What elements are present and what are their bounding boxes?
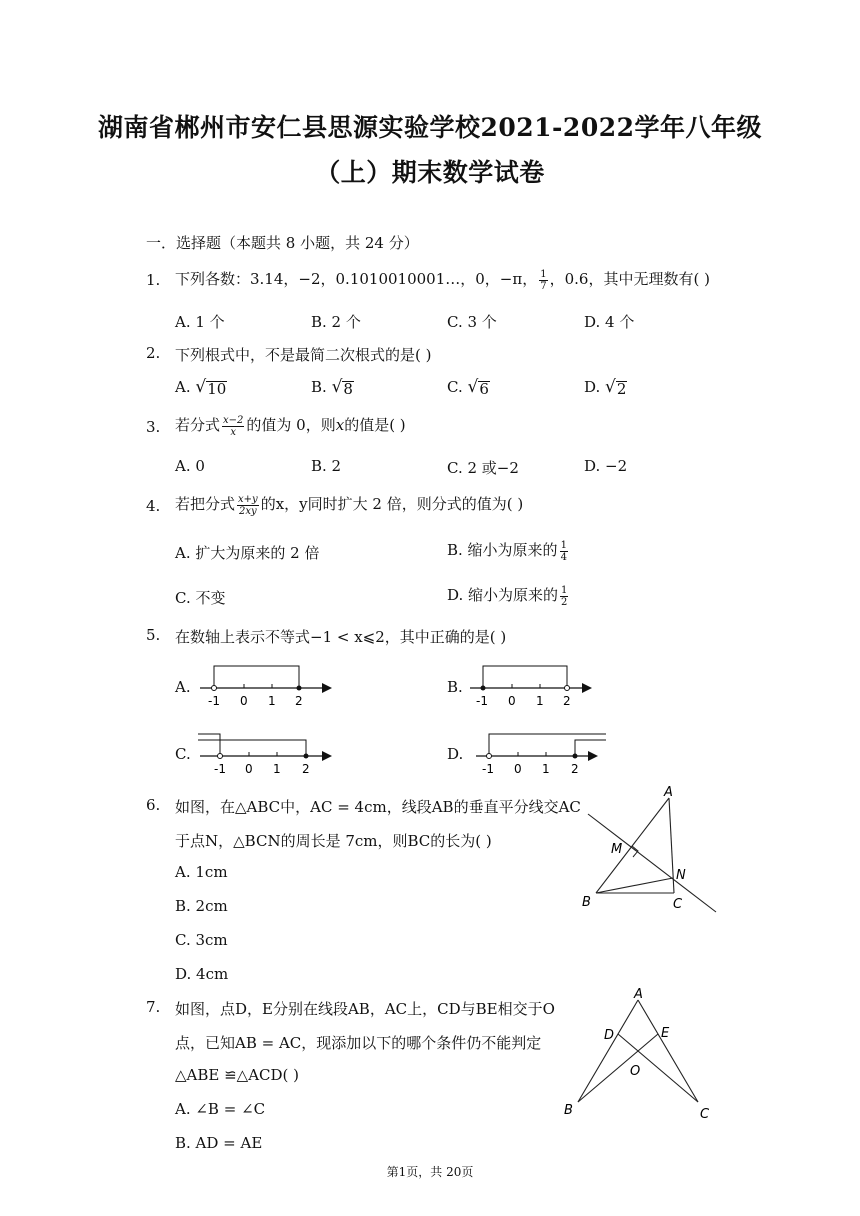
q1-stem	[175, 266, 710, 292]
q2-option-d-sqrt: √ 2	[605, 377, 627, 398]
q4-option-d	[447, 582, 570, 608]
q2-option-b-letter: B.	[311, 378, 327, 396]
q2-option-d-letter: D.	[584, 378, 601, 396]
q6-label-m: M	[611, 842, 623, 857]
q6-option-c: C. 3cm	[175, 931, 228, 949]
q2-option-b	[311, 378, 354, 397]
q2-option-b-sqrt: √ 8	[331, 377, 353, 398]
q4-option-b-fraction	[560, 540, 568, 563]
q1-option-c: C. 3 个	[447, 313, 497, 331]
q2-option-a-radicand: 10	[207, 380, 227, 398]
q7-label-e: E	[661, 1026, 670, 1041]
q4-option-b-den: 4	[560, 551, 567, 563]
q3-var: x	[335, 416, 345, 434]
section-heading: 一．选择题（本题共 8 小题，共 24 分）	[146, 234, 419, 252]
q5-a-tick-m1: -1	[208, 694, 220, 708]
q5-c-tick-1: 1	[273, 762, 281, 776]
q4-frac-num: x+y	[238, 493, 258, 505]
exam-title-line2: （上）期末数学试卷	[315, 158, 545, 187]
q7-label-b: B	[564, 1103, 573, 1118]
q4-stem-pre: 若把分式	[175, 495, 236, 513]
q5-a-tick-2: 2	[295, 694, 303, 708]
q2-option-c-sqrt: √ 6	[467, 377, 489, 398]
q5-numberline-a	[198, 660, 338, 712]
q1-option-d: D. 4 个	[584, 313, 635, 331]
q2-number: 2.	[146, 344, 161, 362]
q4-option-d-text: D. 缩小为原来的	[447, 586, 559, 604]
q1-stem-post: ，0.6，其中无理数有( )	[549, 270, 710, 288]
q7-label-c: C	[700, 1107, 710, 1122]
q6-label-c: C	[673, 897, 683, 912]
q1-option-b: B. 2 个	[311, 313, 361, 331]
q4-option-a: A. 扩大为原来的 2 倍	[175, 544, 320, 562]
q5-b-tick-m1: -1	[476, 694, 488, 708]
q3-frac-den: x	[230, 426, 237, 438]
q6-option-d: D. 4cm	[175, 965, 229, 983]
q4-fraction	[237, 494, 259, 517]
q5-a-tick-1: 1	[268, 694, 276, 708]
q6-label-n: N	[676, 868, 686, 883]
q3-option-c: C. 2 或−2	[447, 459, 519, 477]
q5-numberline-d	[474, 728, 610, 780]
q6-triangle-figure	[570, 780, 730, 920]
q2-option-c-radicand: 6	[479, 380, 489, 398]
q1-number: 1.	[146, 271, 161, 289]
q7-option-b: B. AD = AE	[175, 1134, 263, 1152]
q3-option-a: A. 0	[175, 457, 205, 475]
q6-option-a: A. 1cm	[175, 863, 228, 881]
q2-option-a-letter: A.	[175, 378, 191, 396]
q5-d-tick-m1: -1	[482, 762, 494, 776]
q3-fraction	[222, 415, 244, 438]
q6-number: 6.	[146, 796, 161, 814]
q5-label-b: B.	[447, 678, 463, 696]
q3-frac-num: x−2	[223, 414, 244, 426]
q1-stem-pre: 下列各数：3.14，−2，0.1010010001…，0，−π，	[175, 270, 538, 288]
q2-stem: 下列根式中，不是最简二次根式的是( )	[175, 346, 432, 364]
q3-option-b: B. 2	[311, 457, 342, 475]
q2-option-a	[175, 378, 227, 397]
q1-option-a: A. 1 个	[175, 313, 225, 331]
q2-option-a-sqrt: √ 10	[195, 377, 227, 398]
q5-c-tick-m1: -1	[214, 762, 226, 776]
q4-option-d-den: 2	[561, 596, 568, 608]
q7-label-o: O	[630, 1064, 641, 1079]
q2-option-d	[584, 378, 627, 397]
q5-d-tick-1: 1	[542, 762, 550, 776]
q2-option-b-radicand: 8	[343, 380, 353, 398]
q7-triangle-figure	[558, 982, 723, 1127]
q3-number: 3.	[146, 418, 161, 436]
q4-option-b-text: B. 缩小为原来的	[447, 541, 558, 559]
q4-option-b	[447, 537, 570, 563]
q3-option-d: D. −2	[584, 457, 628, 475]
q6-option-b: B. 2cm	[175, 897, 228, 915]
q7-stem-line2: 点，已知AB = AC，现添加以下的哪个条件仍不能判定	[175, 1034, 542, 1052]
q5-numberline-c	[196, 728, 336, 780]
q5-d-tick-0: 0	[514, 762, 522, 776]
q5-label-d: D.	[447, 745, 464, 763]
q5-numberline-b	[468, 660, 608, 712]
q7-label-a: A	[634, 987, 643, 1002]
q5-a-tick-0: 0	[240, 694, 248, 708]
q3-stem	[175, 412, 406, 438]
page-footer: 第1页，共 20页	[386, 1165, 474, 1179]
q5-b-tick-2: 2	[563, 694, 571, 708]
q5-b-tick-0: 0	[508, 694, 516, 708]
q6-label-b: B	[582, 895, 591, 910]
q7-number: 7.	[146, 998, 161, 1016]
q6-stem-line1: 如图，在△ABC中，AC = 4cm，线段AB的垂直平分线交AC	[175, 798, 581, 816]
q5-number: 5.	[146, 626, 161, 644]
q4-number: 4.	[146, 497, 161, 515]
q7-option-a: A. ∠B = ∠C	[175, 1100, 266, 1118]
q4-option-b-num: 1	[560, 539, 567, 551]
q5-stem: 在数轴上表示不等式−1 < x⩽2，其中正确的是( )	[175, 628, 507, 646]
q2-option-d-radicand: 2	[616, 380, 627, 398]
q4-option-c: C. 不变	[175, 589, 226, 607]
q5-d-tick-2: 2	[571, 762, 579, 776]
q5-label-a: A.	[175, 678, 191, 696]
q4-stem	[175, 491, 523, 517]
q3-stem-mid: 的值为 0，则	[246, 416, 336, 434]
q2-option-c	[447, 378, 490, 397]
q5-b-tick-1: 1	[536, 694, 544, 708]
q1-frac-num: 1	[540, 268, 547, 280]
q5-c-tick-0: 0	[245, 762, 253, 776]
q7-stem-line1: 如图，点D，E分别在线段AB，AC上，CD与BE相交于O	[175, 1000, 555, 1018]
q6-stem-line2: 于点N，△BCN的周长是 7cm，则BC的长为( )	[175, 832, 492, 850]
q5-c-tick-2: 2	[302, 762, 310, 776]
q5-label-c: C.	[175, 745, 191, 763]
q2-option-c-letter: C.	[447, 378, 463, 396]
q7-stem-line3: △ABE ≌△ACD( )	[175, 1066, 300, 1084]
q3-stem-pre: 若分式	[175, 416, 221, 434]
q1-frac-den: 7	[540, 280, 547, 292]
q1-fraction	[539, 269, 547, 292]
q6-label-a: A	[664, 785, 673, 800]
q4-stem-mid: 的x，y同时扩大 2 倍，则分式的值为( )	[260, 495, 524, 513]
exam-title-line1: 湖南省郴州市安仁县思源实验学校2021-2022学年八年级	[97, 113, 763, 142]
q4-option-d-num: 1	[561, 584, 568, 596]
q4-frac-den: 2xy	[239, 505, 257, 517]
q3-stem-post: 的值是( )	[344, 416, 406, 434]
q4-option-d-fraction	[560, 585, 568, 608]
q7-label-d: D	[604, 1028, 615, 1043]
